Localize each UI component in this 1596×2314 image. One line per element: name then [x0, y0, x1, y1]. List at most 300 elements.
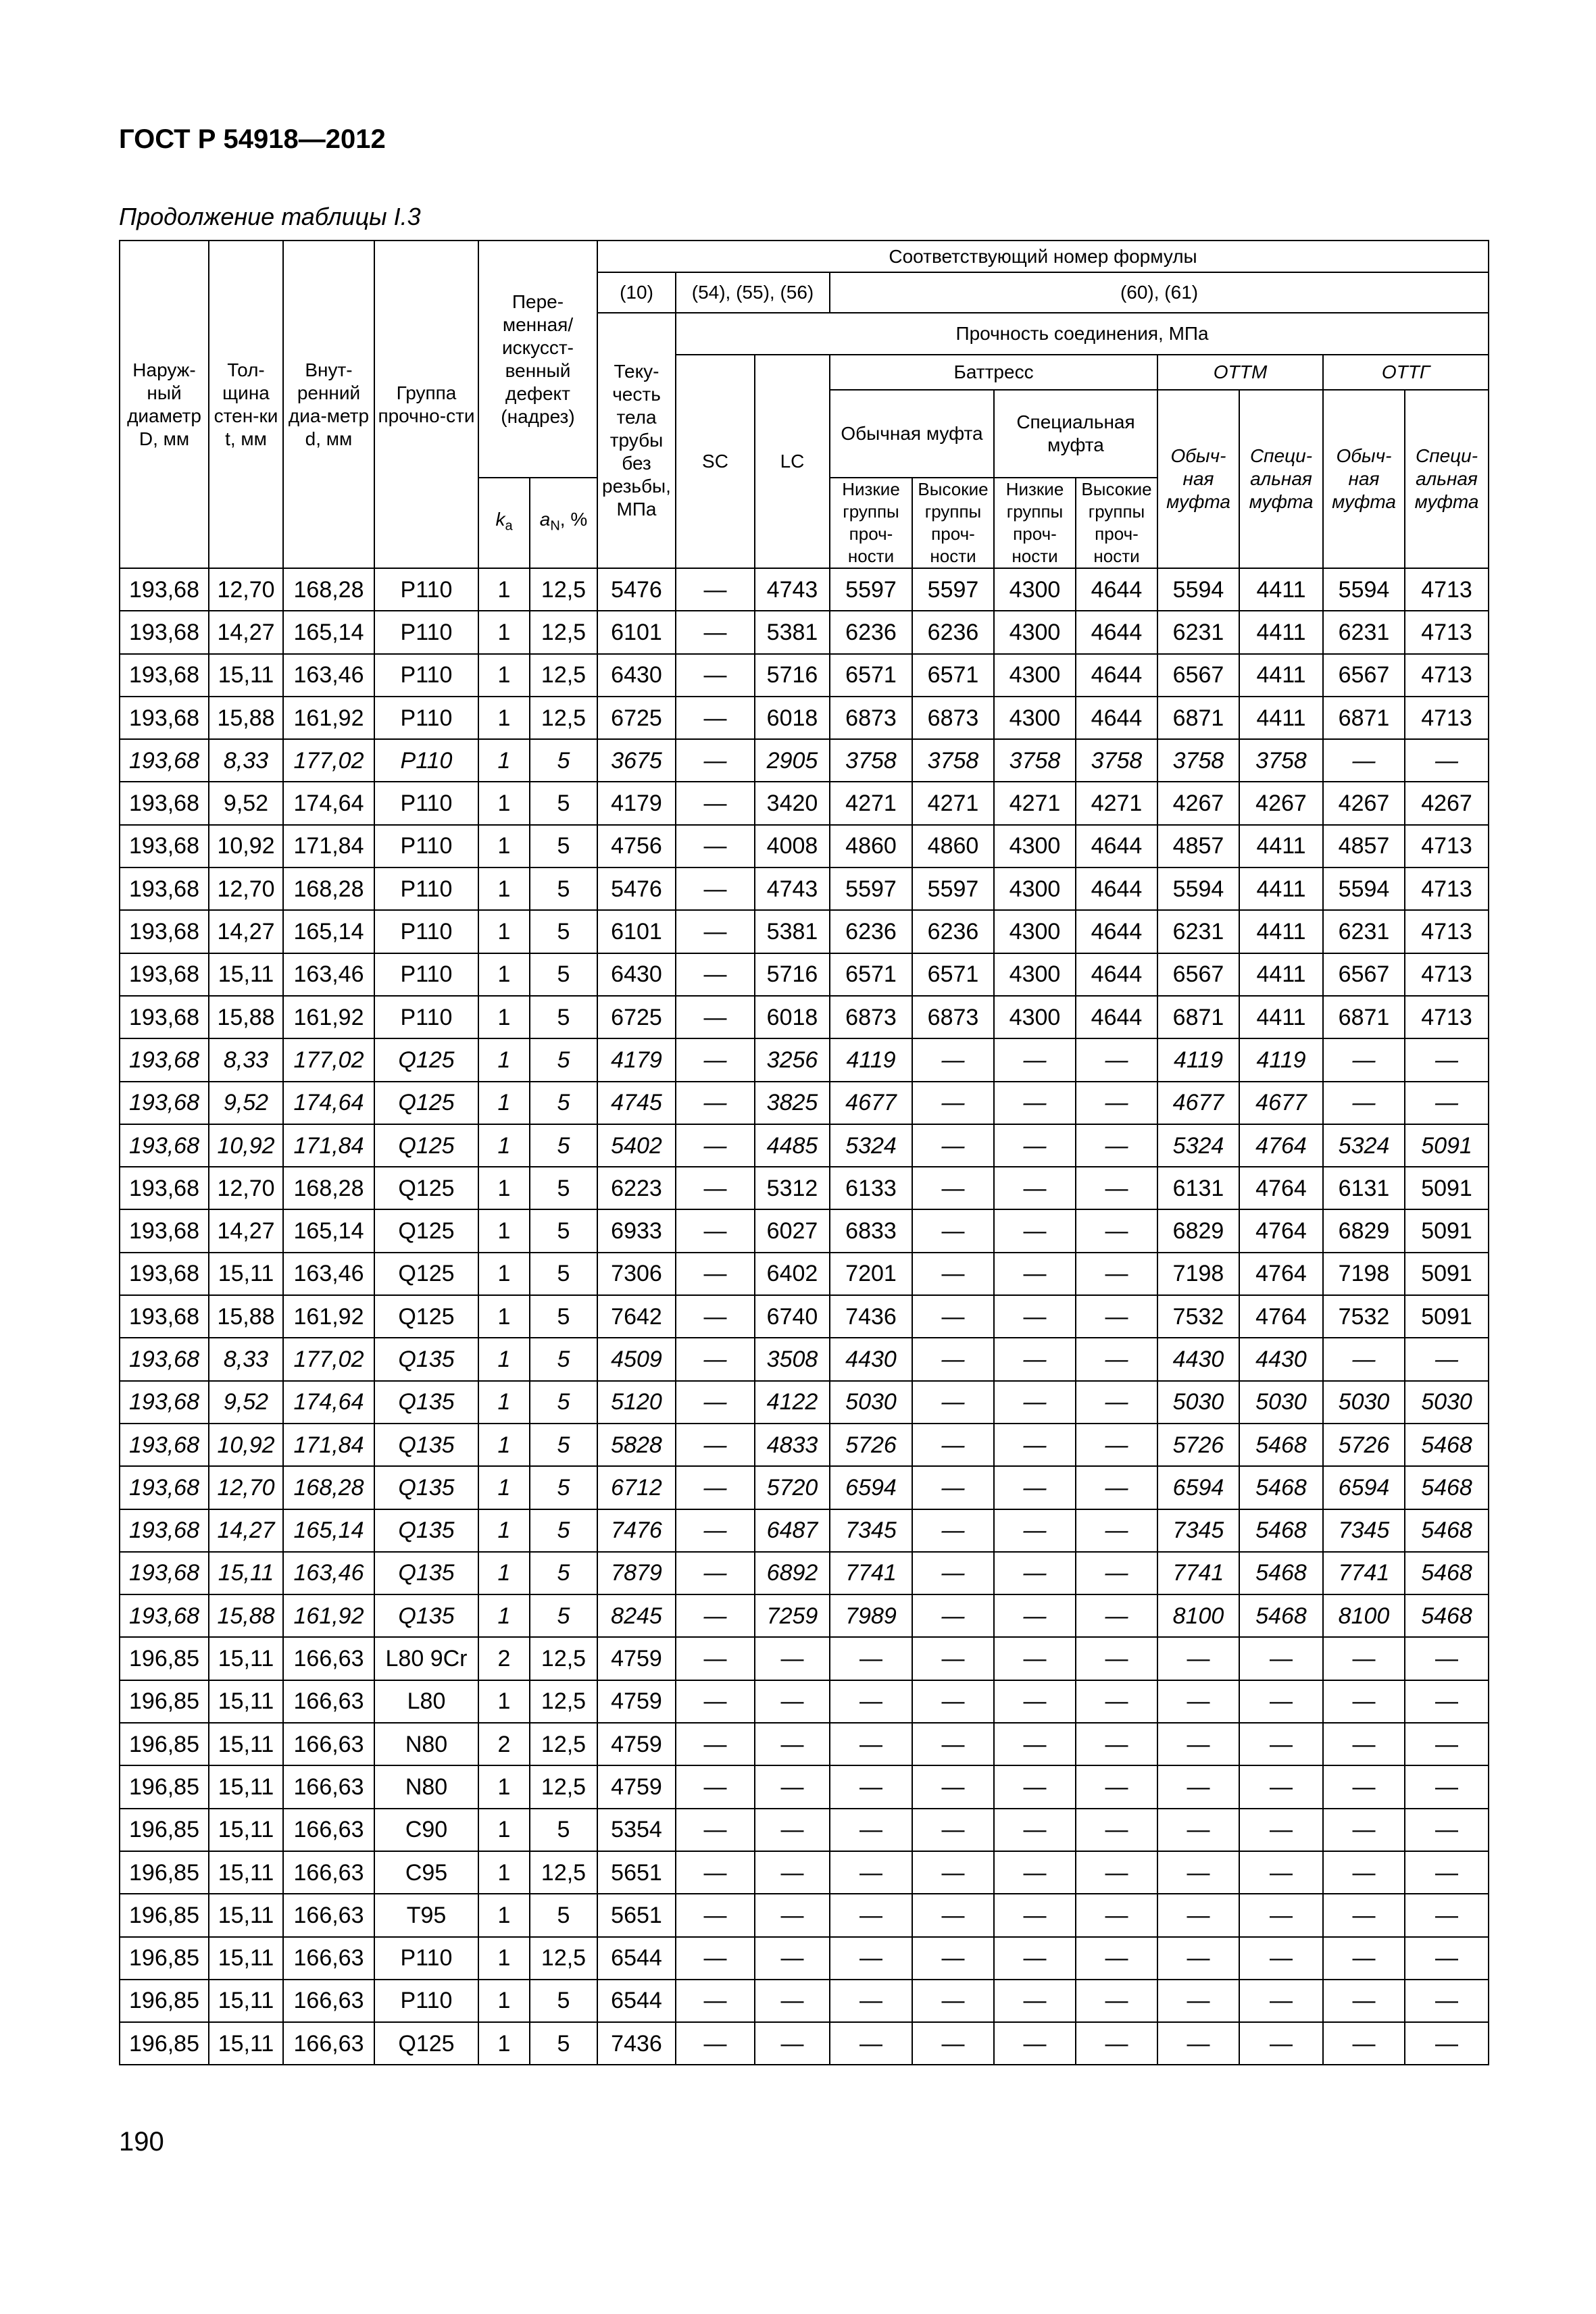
table-cell: — [1323, 1038, 1405, 1081]
table-row [120, 1765, 1489, 1808]
table-cell: 5 [530, 1038, 597, 1081]
table-cell: 4644 [1076, 953, 1157, 996]
table-cell: 4677 [1157, 1082, 1239, 1124]
table-cell: 4759 [597, 1723, 676, 1765]
table-cell: 4119 [1157, 1038, 1239, 1081]
table-cell: — [830, 1809, 912, 1851]
table-cell: 193,68 [120, 1466, 209, 1509]
table-cell: — [994, 1124, 1076, 1167]
table-cell: 5597 [912, 867, 994, 910]
table-row [120, 996, 1489, 1038]
table-cell: 4644 [1076, 611, 1157, 653]
table-cell: 163,46 [283, 1552, 374, 1594]
table-cell: P110 [374, 825, 478, 867]
table-cell: Q125 [374, 2022, 478, 2065]
table-cell: — [912, 1851, 994, 1894]
table-cell: 5468 [1239, 1509, 1323, 1552]
table-cell: — [1323, 1851, 1405, 1894]
table-cell: 6829 [1323, 1209, 1405, 1252]
table-cell: 4179 [597, 1038, 676, 1081]
table-cell: 6131 [1157, 1167, 1239, 1209]
table-cell: — [1239, 1765, 1323, 1808]
table-cell: 5 [530, 1167, 597, 1209]
table-cell: — [1323, 1937, 1405, 1980]
table-cell: 8100 [1323, 1594, 1405, 1637]
table-cell: 6236 [830, 611, 912, 653]
table-cell: — [994, 1167, 1076, 1209]
buttress-normal-coupling: Обычная муфта [830, 390, 994, 478]
table-cell: — [1157, 1765, 1239, 1808]
table-cell: L80 [374, 1680, 478, 1723]
table-cell: — [912, 1637, 994, 1680]
table-cell: — [676, 1980, 755, 2022]
table-cell: 4411 [1239, 825, 1323, 867]
table-cell: — [1076, 1894, 1157, 1936]
table-cell: — [830, 2022, 912, 2065]
table-cell: 166,63 [283, 1809, 374, 1851]
table-cell: — [1076, 1167, 1157, 1209]
table-cell: 5 [530, 1124, 597, 1167]
table-cell: 5468 [1405, 1594, 1489, 1637]
table-cell: 6594 [830, 1466, 912, 1509]
table-row [120, 1680, 1489, 1723]
col-lc: LC [755, 355, 830, 568]
table-cell: 5 [530, 1552, 597, 1594]
table-cell: Q135 [374, 1424, 478, 1466]
table-cell: 5720 [755, 1466, 830, 1509]
table-cell: 1 [478, 1082, 530, 1124]
table-cell: 196,85 [120, 2022, 209, 2065]
table-cell: 12,5 [530, 611, 597, 653]
table-cell: — [1076, 1980, 1157, 2022]
table-cell: — [1323, 1338, 1405, 1380]
table-cell: P110 [374, 782, 478, 824]
table-cell: 6231 [1157, 910, 1239, 953]
table-cell: 5726 [830, 1424, 912, 1466]
table-cell: 3758 [1076, 739, 1157, 782]
table-cell: 4300 [994, 953, 1076, 996]
table-cell: 1 [478, 1809, 530, 1851]
table-cell: 1 [478, 1937, 530, 1980]
table-cell: 5 [530, 1338, 597, 1380]
table-cell: 193,68 [120, 1338, 209, 1380]
table-cell: 4860 [912, 825, 994, 867]
ottg-normal-coupling: Обыч-ная муфта [1323, 390, 1405, 568]
table-cell: 1 [478, 739, 530, 782]
table-cell: 5 [530, 739, 597, 782]
table-cell: 4764 [1239, 1253, 1323, 1295]
table-cell: — [676, 2022, 755, 2065]
high-group-2: Высокие группы проч-ности [1076, 478, 1157, 568]
table-row [120, 1253, 1489, 1295]
table-row [120, 1124, 1489, 1167]
table-cell: 5594 [1157, 568, 1239, 611]
table-cell: Q125 [374, 1167, 478, 1209]
table-cell: — [755, 1723, 830, 1765]
table-cell: 1 [478, 2022, 530, 2065]
table-cell: 6487 [755, 1509, 830, 1552]
table-cell: 15,11 [209, 1723, 283, 1765]
table-cell: — [676, 1038, 755, 1081]
table-cell: 6544 [597, 1980, 676, 2022]
table-cell: 6740 [755, 1295, 830, 1338]
table-cell: — [1157, 1937, 1239, 1980]
table-cell: 161,92 [283, 1295, 374, 1338]
table-cell: 4743 [755, 867, 830, 910]
table-cell: 166,63 [283, 1765, 374, 1808]
table-cell: — [1405, 1809, 1489, 1851]
table-cell: — [994, 1338, 1076, 1380]
table-cell: — [830, 1765, 912, 1808]
col-an: $a_N$, % [530, 478, 597, 568]
table-cell: 6231 [1323, 611, 1405, 653]
table-cell: 7989 [830, 1594, 912, 1637]
table-cell: Q135 [374, 1552, 478, 1594]
table-cell: 5468 [1239, 1424, 1323, 1466]
table-cell: 15,11 [209, 1851, 283, 1894]
table-cell: 7345 [1323, 1509, 1405, 1552]
table-cell: 4644 [1076, 697, 1157, 739]
table-cell: 5324 [1157, 1124, 1239, 1167]
table-cell: 177,02 [283, 1038, 374, 1081]
table-cell: 163,46 [283, 953, 374, 996]
table-cell: 15,88 [209, 1295, 283, 1338]
table-cell: 7741 [1157, 1552, 1239, 1594]
table-cell: 4411 [1239, 654, 1323, 697]
table-cell: — [676, 1509, 755, 1552]
table-cell: — [1323, 1980, 1405, 2022]
table-cell: Q135 [374, 1594, 478, 1637]
table-cell: 4267 [1323, 782, 1405, 824]
table-cell: 5091 [1405, 1253, 1489, 1295]
table-cell: 8100 [1157, 1594, 1239, 1637]
table-cell: 15,11 [209, 953, 283, 996]
table-cell: P110 [374, 1937, 478, 1980]
table-cell: 1 [478, 953, 530, 996]
table-cell: 6873 [830, 996, 912, 1038]
table-cell: 196,85 [120, 1980, 209, 2022]
table-cell: 5091 [1405, 1124, 1489, 1167]
table-cell: 171,84 [283, 1424, 374, 1466]
ottg-special-coupling: Специ-альная муфта [1405, 390, 1489, 568]
table-cell: Q125 [374, 1038, 478, 1081]
table-cell: — [1405, 1723, 1489, 1765]
formula-54-55-56: (54), (55), (56) [676, 272, 830, 313]
table-cell: 5 [530, 910, 597, 953]
table-cell: — [676, 1765, 755, 1808]
table-cell: 4300 [994, 910, 1076, 953]
table-row [120, 1637, 1489, 1680]
table-cell: — [755, 1894, 830, 1936]
table-cell: — [912, 1809, 994, 1851]
table-cell: — [676, 825, 755, 867]
table-cell: — [676, 782, 755, 824]
table-cell: — [994, 2022, 1076, 2065]
table-cell: — [912, 1937, 994, 1980]
table-cell: 3758 [1239, 739, 1323, 782]
table-cell: — [1076, 1253, 1157, 1295]
high-group-1: Высокие группы проч-ности [912, 478, 994, 568]
table-cell: 15,11 [209, 1980, 283, 2022]
table-cell: 1 [478, 1980, 530, 2022]
table-cell: — [1239, 1637, 1323, 1680]
table-cell: 1 [478, 568, 530, 611]
table-row [120, 1466, 1489, 1509]
table-cell: 12,5 [530, 1937, 597, 1980]
table-row [120, 1209, 1489, 1252]
table-cell: 12,5 [530, 1637, 597, 1680]
table-cell: 6223 [597, 1167, 676, 1209]
table-cell: 1 [478, 697, 530, 739]
table-cell: — [912, 1680, 994, 1723]
table-cell: — [1076, 1209, 1157, 1252]
table-cell: — [1239, 1809, 1323, 1851]
table-cell: — [1239, 1723, 1323, 1765]
table-cell: 174,64 [283, 1381, 374, 1424]
table-cell: 193,68 [120, 1167, 209, 1209]
table-cell: 4713 [1405, 611, 1489, 653]
table-cell: 6101 [597, 910, 676, 953]
table-cell: 4271 [912, 782, 994, 824]
table-cell: 14,27 [209, 611, 283, 653]
table-cell: 12,70 [209, 1466, 283, 1509]
table-cell: 193,68 [120, 1594, 209, 1637]
table-cell: 5476 [597, 568, 676, 611]
table-row [120, 1038, 1489, 1081]
table-cell: 177,02 [283, 739, 374, 782]
table-cell: 5 [530, 1082, 597, 1124]
table-cell: 5716 [755, 953, 830, 996]
table-cell: 193,68 [120, 825, 209, 867]
table-cell: 7532 [1323, 1295, 1405, 1338]
table-cell: 193,68 [120, 1124, 209, 1167]
table-cell: 193,68 [120, 1509, 209, 1552]
table-cell: 174,64 [283, 1082, 374, 1124]
table-cell: — [676, 1466, 755, 1509]
table-cell: — [1076, 1381, 1157, 1424]
table-cell: 166,63 [283, 1937, 374, 1980]
table-cell: — [1157, 1723, 1239, 1765]
table-row [120, 1338, 1489, 1380]
table-cell: 15,11 [209, 2022, 283, 2065]
table-cell: 5030 [1157, 1381, 1239, 1424]
table-cell: 4644 [1076, 910, 1157, 953]
table-cell: 1 [478, 996, 530, 1038]
table-cell: 5594 [1323, 568, 1405, 611]
table-cell: 1 [478, 1765, 530, 1808]
table-row [120, 1723, 1489, 1765]
table-cell: Q125 [374, 1295, 478, 1338]
table-cell: 7879 [597, 1552, 676, 1594]
table-cell: 6873 [830, 697, 912, 739]
table-cell: 193,68 [120, 1424, 209, 1466]
table-cell: 9,52 [209, 782, 283, 824]
table-cell: — [912, 1424, 994, 1466]
table-cell: 1 [478, 1253, 530, 1295]
table-cell: 5354 [597, 1809, 676, 1851]
table-cell: 5468 [1239, 1466, 1323, 1509]
table-cell: 12,70 [209, 1167, 283, 1209]
table-cell: 168,28 [283, 1167, 374, 1209]
table-cell: 7198 [1323, 1253, 1405, 1295]
table-row [120, 568, 1489, 611]
table-cell: 6018 [755, 697, 830, 739]
table-cell: 15,11 [209, 1680, 283, 1723]
table-cell: 10,92 [209, 825, 283, 867]
table-row [120, 1167, 1489, 1209]
table-cell: 5 [530, 1466, 597, 1509]
table-cell: — [830, 1894, 912, 1936]
table-cell: 4300 [994, 996, 1076, 1038]
page-number: 190 [119, 2127, 164, 2157]
table-cell: — [676, 1937, 755, 1980]
table-cell: — [830, 1851, 912, 1894]
table-cell: — [676, 697, 755, 739]
table-cell: Q135 [374, 1338, 478, 1380]
table-cell: 12,5 [530, 1680, 597, 1723]
table-cell: 5 [530, 1509, 597, 1552]
table-cell: 5030 [1405, 1381, 1489, 1424]
table-cell: 1 [478, 1295, 530, 1338]
table-cell: 5 [530, 825, 597, 867]
table-cell: 4267 [1405, 782, 1489, 824]
table-cell: 193,68 [120, 654, 209, 697]
table-cell: 5324 [830, 1124, 912, 1167]
strength-header: Прочность соединения, МПа [676, 313, 1489, 355]
table-cell: — [1239, 1894, 1323, 1936]
table-cell: — [1405, 1338, 1489, 1380]
table-cell: — [676, 953, 755, 996]
table-cell: 9,52 [209, 1082, 283, 1124]
table-cell: 14,27 [209, 1509, 283, 1552]
ottm-special-coupling: Специ-альная муфта [1239, 390, 1323, 568]
table-cell: 1 [478, 782, 530, 824]
strength-table [119, 240, 1489, 2065]
table-cell: 4743 [755, 568, 830, 611]
table-cell: 1 [478, 825, 530, 867]
table-cell: 4857 [1323, 825, 1405, 867]
table-body [120, 568, 1489, 2065]
table-cell: — [994, 1809, 1076, 1851]
table-cell: 5 [530, 1209, 597, 1252]
table-row [120, 1809, 1489, 1851]
table-cell: P110 [374, 611, 478, 653]
table-cell: — [1405, 1082, 1489, 1124]
table-cell: 196,85 [120, 1894, 209, 1936]
table-cell: 193,68 [120, 611, 209, 653]
table-cell: — [994, 1937, 1076, 1980]
table-cell: — [994, 1552, 1076, 1594]
table-row [120, 654, 1489, 697]
table-cell: 6725 [597, 697, 676, 739]
table-cell: — [676, 611, 755, 653]
table-cell: — [1405, 1937, 1489, 1980]
table-cell: 4267 [1157, 782, 1239, 824]
table-cell: 6871 [1323, 996, 1405, 1038]
table-cell: 6712 [597, 1466, 676, 1509]
table-cell: 4759 [597, 1637, 676, 1680]
table-cell: — [830, 1723, 912, 1765]
table-cell: — [1157, 1980, 1239, 2022]
ottm-normal-coupling: Обыч-ная муфта [1157, 390, 1239, 568]
table-cell: C95 [374, 1851, 478, 1894]
table-cell: 6430 [597, 654, 676, 697]
table-cell: 4644 [1076, 867, 1157, 910]
table-cell: 15,11 [209, 1637, 283, 1680]
table-cell: 5 [530, 1894, 597, 1936]
table-cell: 4713 [1405, 996, 1489, 1038]
table-row [120, 1980, 1489, 2022]
table-cell: — [676, 1851, 755, 1894]
table-cell: — [676, 1809, 755, 1851]
table-cell: 1 [478, 1680, 530, 1723]
table-cell: — [1076, 1765, 1157, 1808]
table-cell: C90 [374, 1809, 478, 1851]
table-cell: 166,63 [283, 1894, 374, 1936]
table-cell: 6873 [912, 996, 994, 1038]
table-cell: 5120 [597, 1381, 676, 1424]
table-cell: 4430 [830, 1338, 912, 1380]
table-cell: 161,92 [283, 996, 374, 1038]
table-cell: — [676, 739, 755, 782]
table-cell: 1 [478, 1424, 530, 1466]
table-cell: 193,68 [120, 1082, 209, 1124]
table-cell: 1 [478, 1381, 530, 1424]
table-cell: — [676, 1167, 755, 1209]
table-cell: 5716 [755, 654, 830, 697]
table-cell: 5 [530, 1594, 597, 1637]
table-cell: 4430 [1239, 1338, 1323, 1380]
table-cell: — [1076, 1295, 1157, 1338]
table-cell: — [912, 1381, 994, 1424]
table-cell: 193,68 [120, 568, 209, 611]
table-cell: — [1323, 1765, 1405, 1808]
table-cell: — [1405, 1637, 1489, 1680]
table-cell: — [1076, 1937, 1157, 1980]
table-cell: 4713 [1405, 568, 1489, 611]
table-cell: — [994, 1038, 1076, 1081]
table-cell: 4677 [1239, 1082, 1323, 1124]
table-cell: 171,84 [283, 1124, 374, 1167]
table-cell: 4485 [755, 1124, 830, 1167]
table-cell: — [1157, 1894, 1239, 1936]
table-cell: 193,68 [120, 953, 209, 996]
table-row [120, 2022, 1489, 2065]
table-cell: 6933 [597, 1209, 676, 1252]
table-cell: 196,85 [120, 1723, 209, 1765]
table-cell: 4411 [1239, 953, 1323, 996]
table-cell: 1 [478, 867, 530, 910]
table-cell: 5468 [1405, 1466, 1489, 1509]
table-cell: 165,14 [283, 611, 374, 653]
table-cell: — [912, 1765, 994, 1808]
table-row [120, 1552, 1489, 1594]
table-cell: — [830, 1937, 912, 1980]
table-cell: — [994, 1765, 1076, 1808]
table-cell: 6594 [1157, 1466, 1239, 1509]
table-cell: — [1405, 1894, 1489, 1936]
table-cell: 1 [478, 1167, 530, 1209]
table-cell: — [912, 1594, 994, 1637]
table-cell: 4411 [1239, 697, 1323, 739]
table-cell: 6567 [1323, 953, 1405, 996]
table-cell: 5324 [1323, 1124, 1405, 1167]
table-cell: Q135 [374, 1466, 478, 1509]
table-cell: 5 [530, 1381, 597, 1424]
table-cell: 6594 [1323, 1466, 1405, 1509]
table-cell: 4411 [1239, 910, 1323, 953]
table-cell: 171,84 [283, 825, 374, 867]
